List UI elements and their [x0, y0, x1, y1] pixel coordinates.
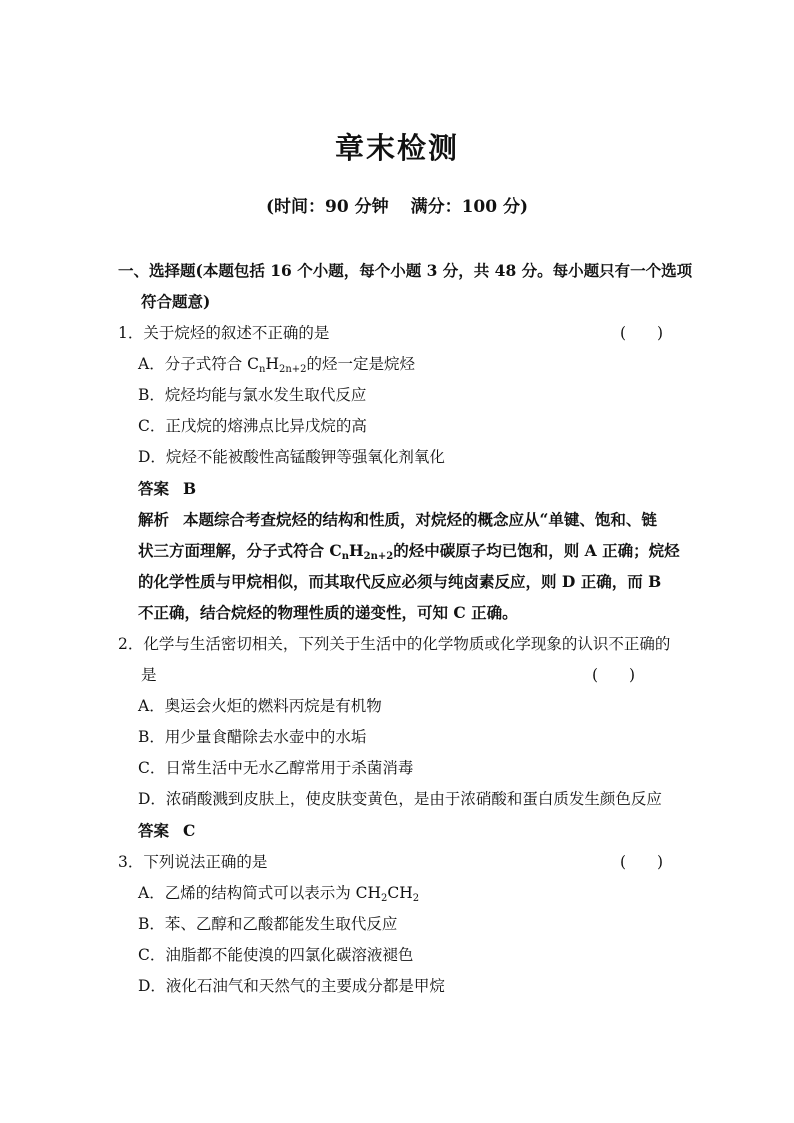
- q3-option-a: A．乙烯的结构简式可以表示为 $CH_2CH_2$: [138, 884, 420, 904]
- q1-answer-blank: ( ): [620, 324, 664, 342]
- q3-answer-blank: ( ): [620, 853, 664, 871]
- q1-analysis-line4: 不正确，结合烷烃的物理性质的递变性，可知 C 正确。: [138, 603, 518, 622]
- q2-stem-line2: 是: [141, 666, 157, 684]
- time-limit: (时间：90 分钟: [265, 197, 389, 217]
- q1-option-a: A．分子式符合 $C_nH_{2n+2}$的烃一定是烷烃: [138, 355, 416, 375]
- page-title: 章末检测: [334, 131, 459, 165]
- q1-option-b: B．烷烃均能与氯水发生取代反应: [138, 386, 367, 404]
- q1-option-c: C．正戊烷的熔沸点比异戊烷的高: [138, 417, 367, 435]
- section-heading-line2: 符合题意): [141, 292, 211, 311]
- section-heading-line1: 一、选择题(本题包括 16 个小题，每个小题 3 分，共 48 分。每小题只有一个选项: [118, 261, 693, 280]
- q1-answer: 答案 B: [138, 479, 197, 498]
- q2-stem-line1: 2．化学与生活密切相关，下列关于生活中的化学物质或化学现象的认识不正确的: [118, 635, 671, 653]
- q2-option-b: B．用少量食醋除去水壶中的水垢: [138, 728, 367, 746]
- full-score: 满分：100 分): [410, 197, 529, 217]
- q3-stem: 3．下列说法正确的是: [118, 853, 268, 871]
- q1-analysis-line3: 的化学性质与甲烷相似，而其取代反应必须与纯卤素反应，则 D 正确，而 B: [138, 572, 662, 591]
- q2-option-c: C．日常生活中无水乙醇常用于杀菌消毒: [138, 759, 414, 777]
- q2-answer-blank: ( ): [592, 666, 636, 684]
- q3-option-d: D．液化石油气和天然气的主要成分都是甲烷: [138, 977, 445, 995]
- q3-option-c: C．油脂都不能使溴的四氯化碳溶液褪色: [138, 946, 414, 964]
- q1-option-d: D．烷烃不能被酸性高锰酸钾等强氧化剂氧化: [138, 448, 445, 466]
- q2-answer: 答案 C: [138, 821, 196, 840]
- q1-analysis-line2: 状三方面理解，分子式符合 $C_nH_{2n+2}$的烃中碳原子均已饱和，则 A 正确；烷烃: [138, 541, 680, 562]
- q2-option-d: D．浓硝酸溅到皮肤上，使皮肤变黄色，是由于浓硝酸和蛋白质发生颜色反应: [138, 790, 662, 808]
- q3-option-b: B．苯、乙醇和乙酸都能发生取代反应: [138, 915, 398, 933]
- q1-stem: 1．关于烷烃的叙述不正确的是: [118, 324, 330, 342]
- q1-analysis-line1: 解析 本题综合考查烷烃的结构和性质，对烷烃的概念应从“单键、饱和、链: [138, 510, 657, 529]
- exam-info: [0, 192, 794, 217]
- q2-option-a: A．奥运会火炬的燃料丙烷是有机物: [138, 697, 382, 715]
